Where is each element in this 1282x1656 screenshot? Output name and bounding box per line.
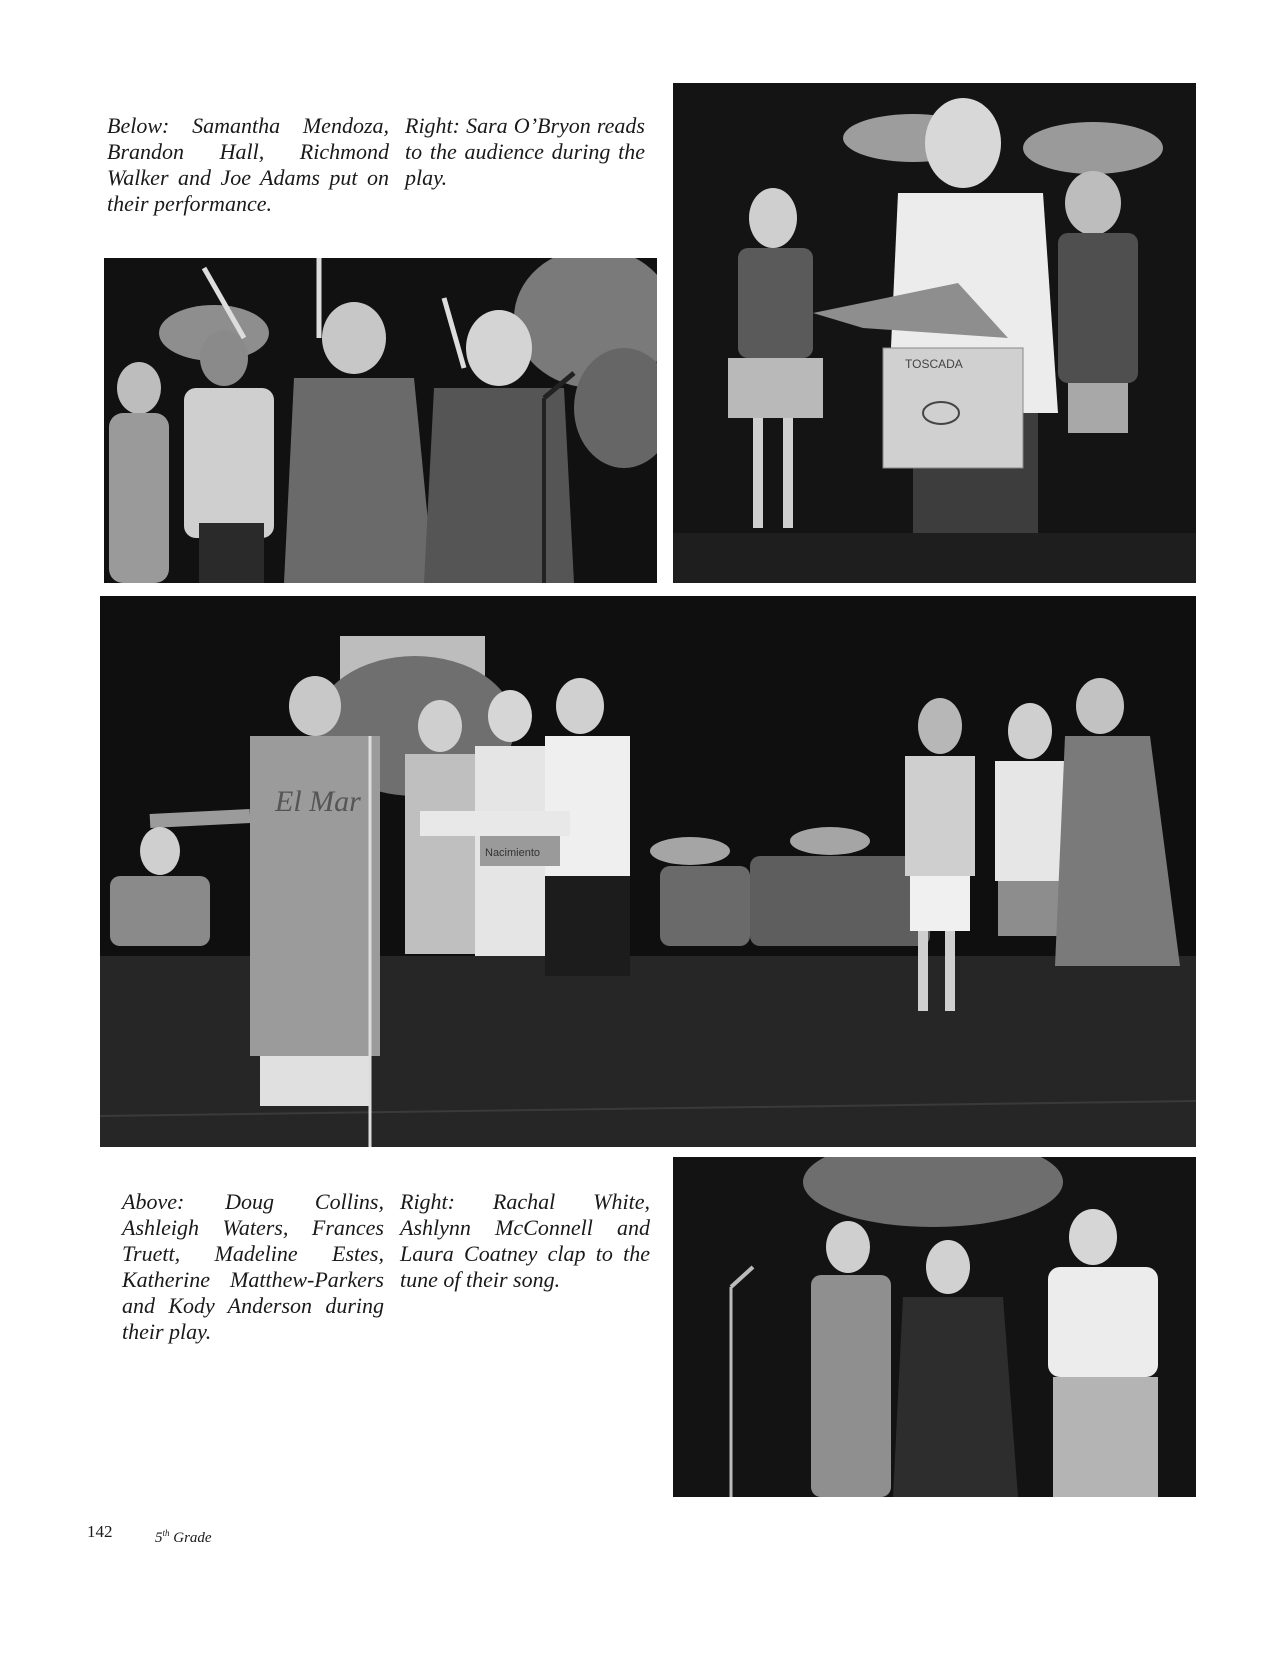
sign-lettering: Nacimiento: [485, 847, 541, 859]
costume-lettering: El Mar: [275, 785, 361, 818]
grade-label: Grade: [173, 1530, 212, 1546]
photo-performers-with-sticks: [104, 258, 657, 583]
section-label: [155, 1528, 212, 1547]
grade-number: 5: [155, 1530, 163, 1546]
photo-reader-with-poster: [673, 83, 1196, 583]
caption-right-bottom: Right: Rachal White, Ashlynn McConnell and Laura Coatney clap to the tune of their song.: [400, 1189, 650, 1292]
caption-right-top: Right: Sara O’Bryon reads to the audience during the play.: [405, 113, 645, 190]
photo-stage-group-scene: [100, 596, 1196, 1147]
caption-above: Above: Doug Collins, Ashleigh Waters, Frances Truett, Madeline Estes, Katherine Matthew-Parkers and Kody Anderson during their play.: [122, 1189, 384, 1344]
photo-girls-clapping: [673, 1157, 1196, 1497]
poster-title: TOSCADA: [905, 357, 963, 371]
grade-suffix: th: [162, 1528, 170, 1538]
caption-below: Below: Samantha Mendoza, Brandon Hall, Richmond Walker and Joe Adams put on their performance.: [107, 113, 389, 216]
page-number: 142: [87, 1522, 113, 1541]
